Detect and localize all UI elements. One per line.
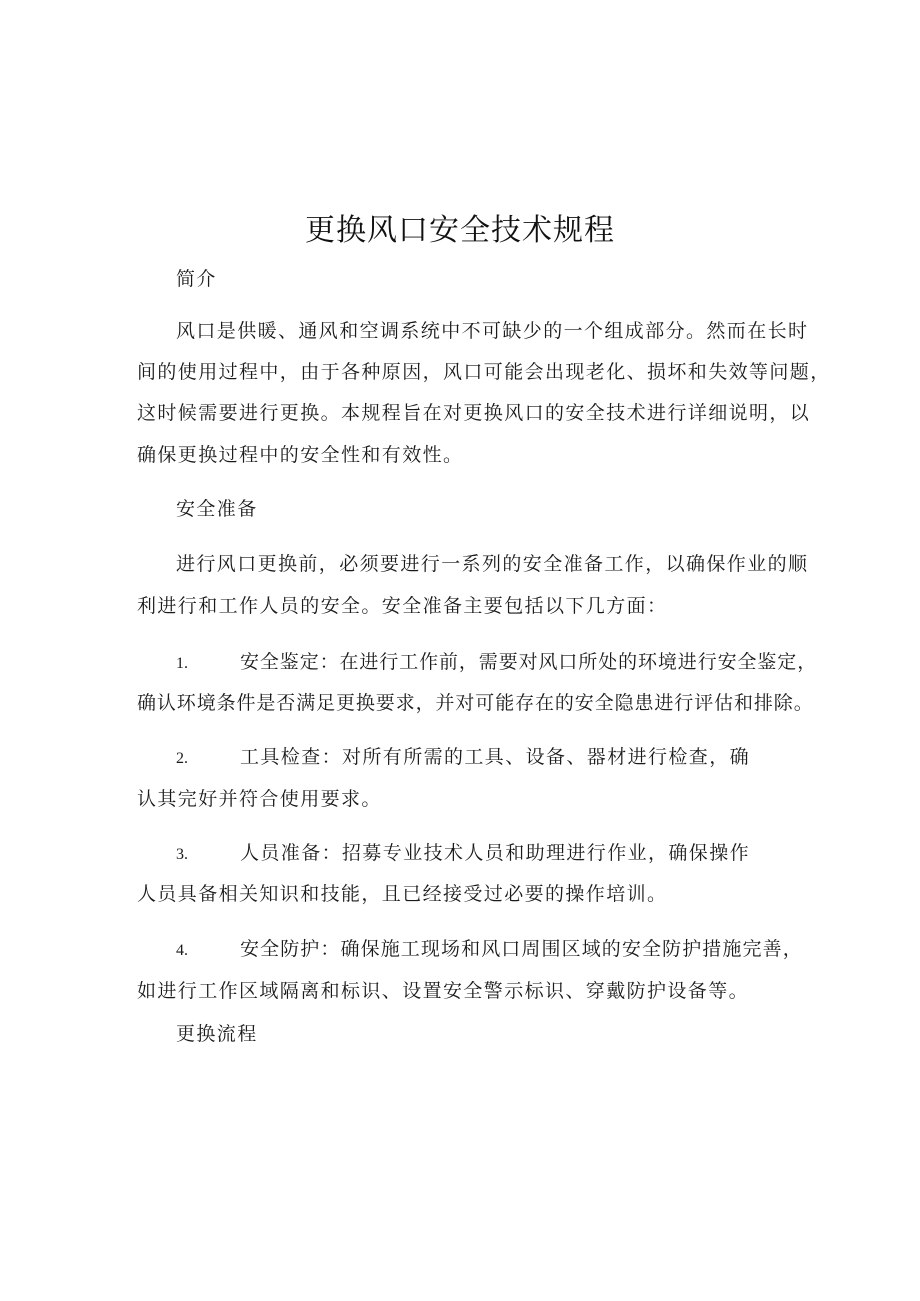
list-item-line: 认其完好并符合使用要求。 [137,788,382,810]
paragraph-line: 间的使用过程中，由于各种原因，风口可能会出现老化、损坏和失效等问题， [137,361,831,383]
paragraph-line: 确保更换过程中的安全性和有效性。 [137,444,464,466]
section-heading-intro: 简介 [176,268,217,290]
list-item-line: 安全防护：确保施工现场和风口周围区域的安全防护措施完善， [240,938,803,960]
paragraph-line: 这时候需要进行更换。本规程旨在对更换风口的安全技术进行详细说明，以 [137,402,811,424]
list-item-line: 确认环境条件是否满足更换要求，并对可能存在的安全隐患进行评估和排除。 [137,692,814,714]
section-heading-process: 更换流程 [176,1023,258,1045]
list-item-number: 3. [176,846,188,863]
list-item-line: 人员准备：招募专业技术人员和助理进行作业，确保操作 [240,842,751,864]
list-item-line: 如进行工作区域隔离和标识、设置安全警示标识、穿戴防护设备等。 [137,980,750,1002]
list-item-line: 人员具备相关知识和技能，且已经接受过必要的操作培训。 [137,883,668,905]
list-item-number: 1. [176,655,188,672]
list-item-line: 安全鉴定：在进行工作前，需要对风口所处的环境进行安全鉴定， [240,651,818,673]
list-item-line: 工具检查：对所有所需的工具、设备、器材进行检查，确 [240,746,751,768]
list-item-number: 2. [176,750,188,767]
list-item-number: 4. [176,942,188,959]
document-title: 更换风口安全技术规程 [305,213,615,248]
paragraph-line: 利进行和工作人员的安全。安全准备主要包括以下几方面： [137,595,668,617]
paragraph-line: 进行风口更换前，必须要进行一系列的安全准备工作，以确保作业的顺 [176,553,809,575]
paragraph-line: 风口是供暖、通风和空调系统中不可缺少的一个组成部分。然而在长时 [176,320,809,342]
section-heading-safety: 安全准备 [176,498,258,520]
